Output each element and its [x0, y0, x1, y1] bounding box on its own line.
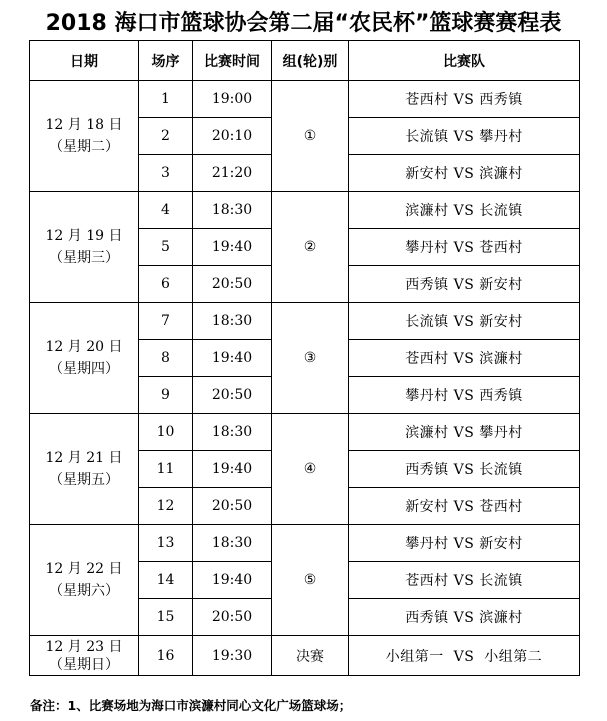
header-group: 组(轮)别: [272, 41, 349, 81]
date-text: 12 月 23 日: [45, 638, 123, 655]
table-row: [30, 525, 580, 562]
match-time: 18:30: [193, 525, 272, 562]
weekday-text: （星期日）: [49, 656, 119, 673]
page-title: 2018 海口市篮球协会第二届“农民杯”篮球赛赛程表: [45, 11, 562, 36]
match-number: 14: [139, 562, 193, 599]
match-number: 11: [139, 451, 193, 488]
match-teams: 滨濂村 VS 长流镇: [349, 192, 580, 229]
match-number: 12: [139, 488, 193, 525]
match-teams: 攀丹村 VS 苍西村: [349, 229, 580, 266]
schedule-table: [29, 40, 580, 676]
match-teams: 西秀镇 VS 新安村: [349, 266, 580, 303]
group-cell: ③: [272, 303, 349, 414]
date-text: 12 月 21 日: [45, 450, 123, 466]
match-time: 19:40: [193, 229, 272, 266]
match-teams: 苍西村 VS 滨濂村: [349, 340, 580, 377]
match-teams: 西秀镇 VS 长流镇: [349, 451, 580, 488]
match-time: 19:40: [193, 562, 272, 599]
table-row: [30, 192, 580, 229]
match-time: 20:50: [193, 377, 272, 414]
match-teams: 滨濂村 VS 攀丹村: [349, 414, 580, 451]
match-time: 20:50: [193, 488, 272, 525]
header-time: 比赛时间: [193, 41, 272, 81]
match-number: 2: [139, 118, 193, 155]
weekday-text: （星期二）: [49, 139, 119, 155]
header-teams: 比赛队: [349, 41, 580, 81]
table-row: [30, 81, 580, 118]
weekday-text: （星期五）: [49, 472, 119, 488]
date-cell: [30, 81, 139, 192]
weekday-text: （星期四）: [49, 361, 119, 377]
header-row: [30, 41, 580, 81]
header-order: 场序: [139, 41, 193, 81]
match-number: 5: [139, 229, 193, 266]
match-teams: 攀丹村 VS 西秀镇: [349, 377, 580, 414]
schedule-body: [30, 81, 580, 676]
weekday-text: （星期六）: [49, 583, 119, 599]
match-time: 18:30: [193, 192, 272, 229]
match-number: 3: [139, 155, 193, 192]
table-row: [30, 414, 580, 451]
date-text: 12 月 22 日: [45, 561, 123, 577]
date-text: 12 月 19 日: [45, 228, 123, 244]
match-time: 20:50: [193, 266, 272, 303]
match-teams: 西秀镇 VS 滨濂村: [349, 599, 580, 636]
date-cell: [30, 414, 139, 525]
match-time: 18:30: [193, 414, 272, 451]
match-number: 4: [139, 192, 193, 229]
date-cell: [30, 192, 139, 303]
match-number: 15: [139, 599, 193, 636]
match-time: 19:40: [193, 340, 272, 377]
match-time: 19:30: [193, 636, 272, 676]
group-cell: ④: [272, 414, 349, 525]
weekday-text: （星期三）: [49, 250, 119, 266]
date-text: 12 月 18 日: [45, 117, 123, 133]
match-teams: 苍西村 VS 长流镇: [349, 562, 580, 599]
group-cell: 决赛: [272, 636, 349, 676]
match-time: 19:00: [193, 81, 272, 118]
table-row: [30, 303, 580, 340]
match-number: 9: [139, 377, 193, 414]
match-number: 10: [139, 414, 193, 451]
match-time: 18:30: [193, 303, 272, 340]
date-cell: [30, 525, 139, 636]
match-teams: 攀丹村 VS 新安村: [349, 525, 580, 562]
match-teams: 小组第一 VS 小组第二: [349, 636, 580, 676]
date-text: 12 月 20 日: [45, 339, 123, 355]
header-date: 日期: [30, 41, 139, 81]
match-teams: 新安村 VS 苍西村: [349, 488, 580, 525]
match-number: 6: [139, 266, 193, 303]
match-teams: 长流镇 VS 新安村: [349, 303, 580, 340]
date-cell: [30, 636, 139, 676]
match-number: 7: [139, 303, 193, 340]
match-number: 1: [139, 81, 193, 118]
footnote: 备注：1、比赛场地为海口市滨濂村同心文化广场篮球场；: [30, 698, 352, 713]
match-teams: 苍西村 VS 西秀镇: [349, 81, 580, 118]
match-time: 21:20: [193, 155, 272, 192]
match-teams: 长流镇 VS 攀丹村: [349, 118, 580, 155]
match-number: 8: [139, 340, 193, 377]
group-cell: ①: [272, 81, 349, 192]
match-time: 20:50: [193, 599, 272, 636]
group-cell: ⑤: [272, 525, 349, 636]
match-time: 19:40: [193, 451, 272, 488]
final-row: [30, 636, 580, 676]
match-teams: 新安村 VS 滨濂村: [349, 155, 580, 192]
match-number: 13: [139, 525, 193, 562]
match-time: 20:10: [193, 118, 272, 155]
match-number: 16: [139, 636, 193, 676]
group-cell: ②: [272, 192, 349, 303]
date-cell: [30, 303, 139, 414]
